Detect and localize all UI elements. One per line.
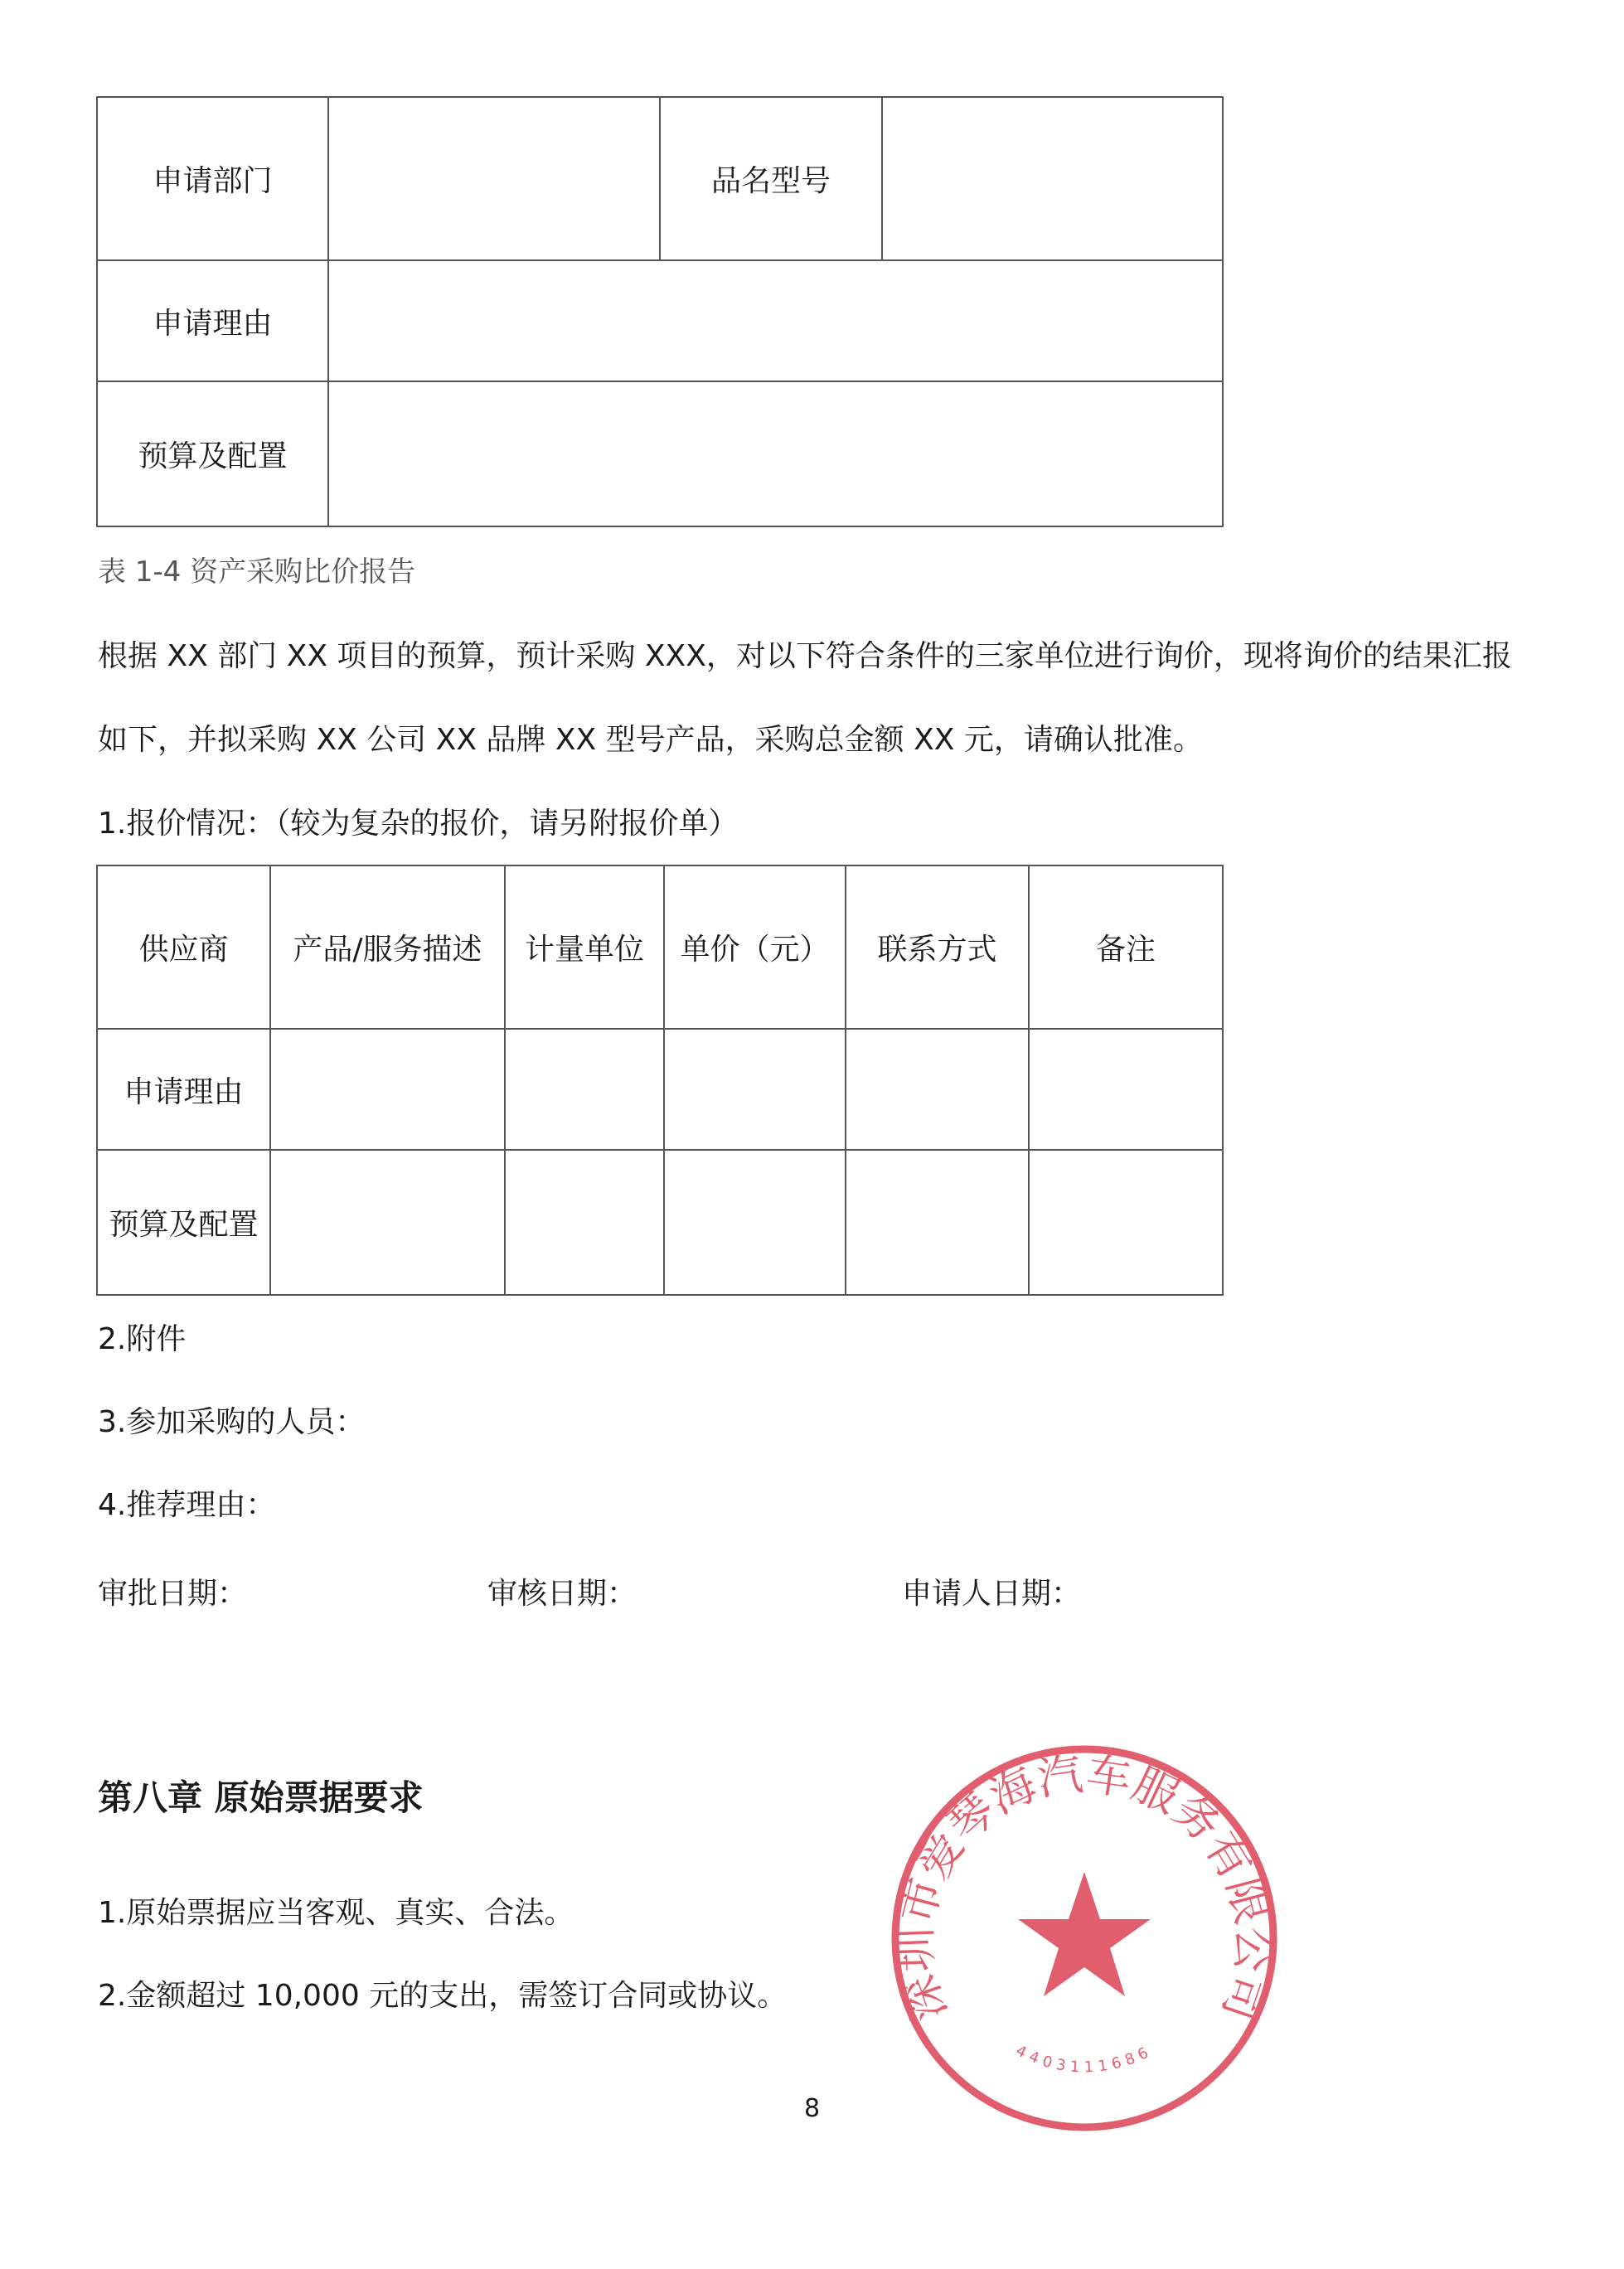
- reason-value-cell[interactable]: [328, 260, 1223, 381]
- reason-item: 4.推荐理由：: [98, 1488, 276, 1522]
- applicant-date-label: 申请人日期：: [902, 1577, 1082, 1611]
- quote-table: [96, 865, 1224, 1296]
- row-label: 预算及配置: [97, 1150, 270, 1295]
- request-table: [96, 96, 1224, 527]
- header-price: 单价（元）: [664, 865, 846, 1029]
- budget-value-cell[interactable]: [328, 381, 1223, 526]
- page-number: 8: [803, 2094, 821, 2123]
- table-cell[interactable]: [1029, 1029, 1223, 1150]
- table-cell[interactable]: [270, 1150, 505, 1295]
- attachment-item: 2.附件: [98, 1322, 187, 1356]
- header-contact: 联系方式: [846, 865, 1029, 1029]
- table-cell[interactable]: [505, 1150, 664, 1295]
- table-cell[interactable]: [505, 1029, 664, 1150]
- budget-label: 预算及配置: [97, 381, 328, 526]
- row-label: 申请理由: [97, 1029, 270, 1150]
- seal-text: 深圳市爱琴海汽车服务有限公司: [889, 1747, 1280, 2028]
- chapter-rule-1: 1.原始票据应当客观、真实、合法。: [98, 1896, 574, 1930]
- table-cell[interactable]: [846, 1150, 1029, 1295]
- table-row: [97, 97, 1223, 260]
- dept-value-cell[interactable]: [328, 97, 660, 260]
- table-row: [97, 1150, 1223, 1295]
- table-cell[interactable]: [846, 1029, 1029, 1150]
- seal-star-icon: [1018, 1872, 1151, 1996]
- approval-date-label: 审批日期：: [98, 1577, 248, 1611]
- table-cell[interactable]: [1029, 1150, 1223, 1295]
- dept-label: 申请部门: [97, 97, 328, 260]
- company-seal: [877, 1731, 1292, 2145]
- header-remark: 备注: [1029, 865, 1223, 1029]
- model-label: 品名型号: [660, 97, 882, 260]
- paragraph-line-1: 根据 XX 部门 XX 项目的预算，预计采购 XXX，对以下符合条件的三家单位进行询价，现将询价的结果汇报: [98, 639, 1512, 673]
- members-item: 3.参加采购的人员：: [98, 1405, 366, 1439]
- table-cell[interactable]: [270, 1029, 505, 1150]
- table-header-row: [97, 865, 1223, 1029]
- seal-number: 4403111686: [1013, 2042, 1156, 2077]
- model-value-cell[interactable]: [882, 97, 1223, 260]
- table-row: [97, 260, 1223, 381]
- quote-heading: 1.报价情况：（较为复杂的报价，请另附报价单）: [98, 807, 739, 841]
- reason-label: 申请理由: [97, 260, 328, 381]
- chapter-title: 第八章 原始票据要求: [98, 1777, 424, 1818]
- chapter-rule-2: 2.金额超过 10,000 元的支出，需签订合同或协议。: [98, 1979, 788, 2013]
- header-unit: 计量单位: [505, 865, 664, 1029]
- table-row: [97, 1029, 1223, 1150]
- header-supplier: 供应商: [97, 865, 270, 1029]
- header-description: 产品/服务描述: [270, 865, 505, 1029]
- review-date-label: 审核日期：: [487, 1577, 637, 1611]
- table-row: [97, 381, 1223, 526]
- paragraph-line-2: 如下，并拟采购 XX 公司 XX 品牌 XX 型号产品，采购总金额 XX 元，请确认批准。: [98, 723, 1203, 757]
- table-cell[interactable]: [664, 1150, 846, 1295]
- table-cell[interactable]: [664, 1029, 846, 1150]
- table-caption: 表 1-4 资产采购比价报告: [98, 555, 416, 589]
